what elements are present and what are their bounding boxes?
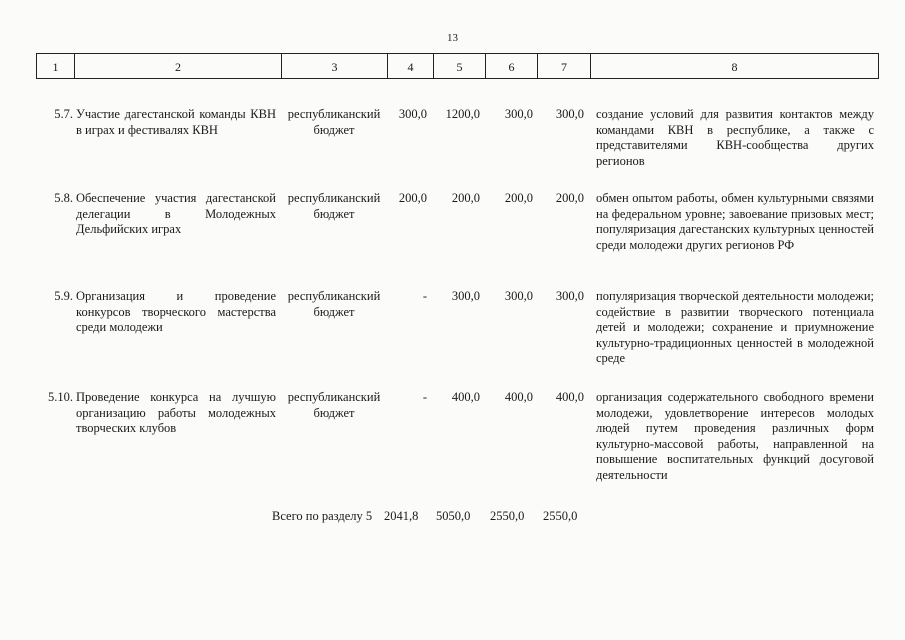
row-activity: Проведение конкурса на лучшую организацию работы молодежных творческих клубов	[76, 390, 276, 435]
header-col-8: 8	[731, 60, 738, 74]
row-value-col4: -	[422, 289, 427, 303]
row-value-col6: 200,0	[504, 191, 533, 205]
row-value-col5: 400,0	[451, 390, 480, 404]
row-value-col6: 300,0	[504, 289, 533, 303]
row-value-col7: 300,0	[555, 107, 584, 121]
row-funding-source: республиканский бюджет	[287, 390, 381, 420]
row-value-col4: -	[422, 390, 427, 404]
total-value-col5: 5050,0	[436, 509, 471, 523]
row-funding-source: республиканский бюджет	[287, 289, 381, 319]
total-value-col6: 2550,0	[490, 509, 525, 523]
header-col-5: 5	[434, 54, 486, 78]
table-header-row	[36, 53, 879, 79]
row-value-col5: 200,0	[451, 191, 480, 205]
row-expected-result: популяризация творческой деятельности молодежи; содействие в развитии творческого потенциала детей и молодежи; сохранение и приумножение культурно-традиционных ценностей в молодежной среде	[596, 289, 874, 365]
header-col-4: 4	[388, 54, 434, 78]
row-activity: Организация и проведение конкурсов творческого мастерства среди молодежи	[76, 289, 276, 334]
row-value-col7: 400,0	[555, 390, 584, 404]
row-value-col6: 400,0	[504, 390, 533, 404]
row-value-col4: 200,0	[398, 191, 427, 205]
row-expected-result: организация содержательного свободного времени молодежи, удовлетворение интересов молодых людей путем проведения различных форм культурно-массовой работы, направленной на повышение воспитательных функций досуговой деятельности	[596, 390, 874, 482]
header-col-1: 1	[37, 54, 75, 78]
header-col-2: 2	[75, 54, 282, 78]
header-col-7: 7	[538, 54, 591, 78]
row-number: 5.10.	[48, 390, 73, 404]
header-col-6: 6	[486, 54, 538, 78]
row-value-col5: 1200,0	[445, 107, 480, 121]
row-expected-result: создание условий для развития контактов между командами КВН в республике, а также с представителями КВН-сообщества других регионов	[596, 107, 874, 168]
total-value-col7: 2550,0	[543, 509, 578, 523]
total-value-col4: 2041,8	[384, 509, 419, 523]
row-number: 5.9.	[54, 289, 73, 303]
row-value-col6: 300,0	[504, 107, 533, 121]
row-value-col4: 300,0	[398, 107, 427, 121]
page-number: 13	[447, 32, 458, 44]
total-label: Всего по разделу 5	[272, 509, 373, 523]
row-expected-result: обмен опытом работы, обмен культурными связями на федеральном уровне; завоевание призовых мест; популяризация дагестанских культурных ценностей среди молодежи других регионов РФ	[596, 191, 874, 252]
row-funding-source: республиканский бюджет	[287, 191, 381, 221]
row-value-col7: 200,0	[555, 191, 584, 205]
row-value-col5: 300,0	[451, 289, 480, 303]
row-number: 5.7.	[54, 107, 73, 121]
row-activity: Обеспечение участия дагестанской делегации в Молодежных Дельфийских играх	[76, 191, 276, 236]
row-number: 5.8.	[54, 191, 73, 205]
row-activity: Участие дагестанской команды КВН в играх и фестивалях КВН	[76, 107, 276, 137]
row-funding-source: республиканский бюджет	[287, 107, 381, 137]
header-col-3: 3	[282, 54, 388, 78]
row-value-col7: 300,0	[555, 289, 584, 303]
